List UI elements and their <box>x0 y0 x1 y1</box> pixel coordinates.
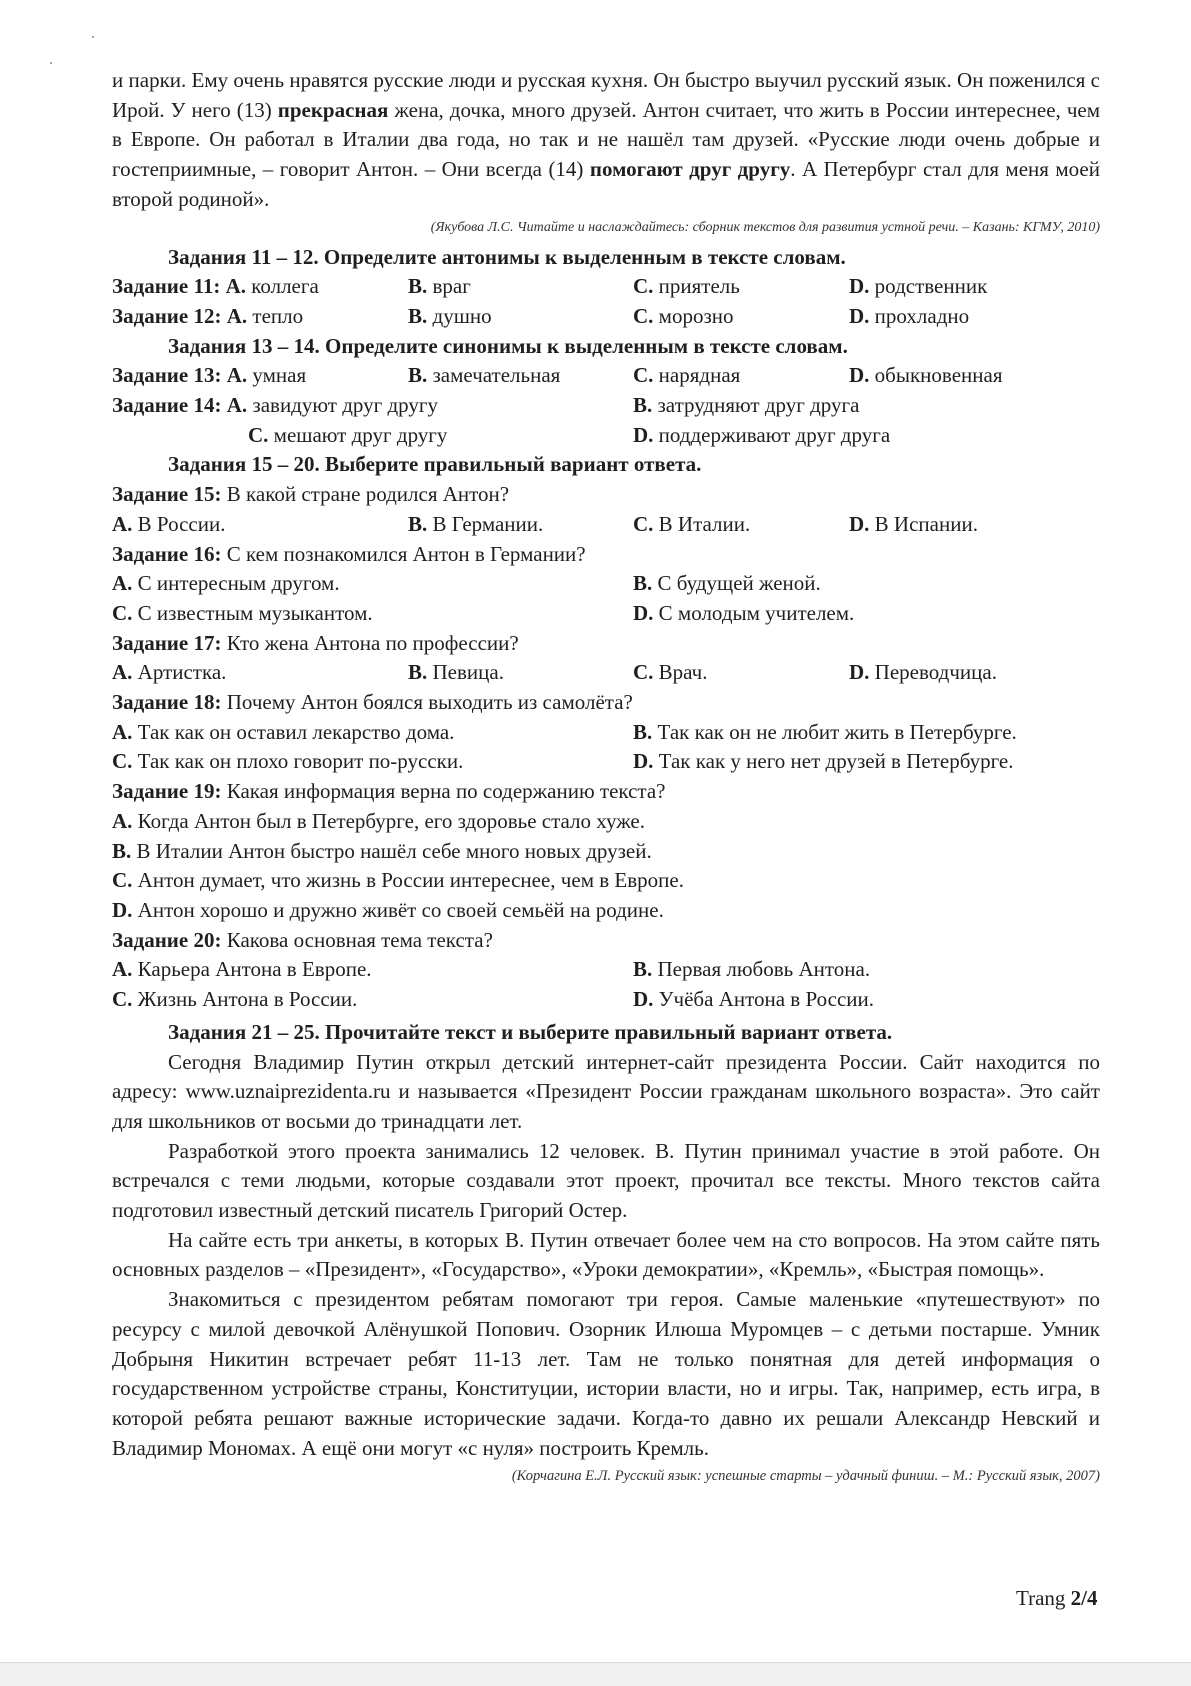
section-13-14-heading: Задания 13 – 14. Определите синонимы к выделенным в тексте словам. <box>168 333 848 358</box>
question-17-options: A. Артистка. B. Певица. C. Врач. D. Переводчица. <box>112 660 997 685</box>
task-14-row-2: C. мешают друг другу D. поддерживают друг друга <box>248 422 891 447</box>
scan-bottom-edge <box>0 1662 1191 1686</box>
question-15-options: A. В России. B. В Германии. C. В Италии. D. В Испании. <box>112 511 978 536</box>
question-16-options-2: C. С известным музыкантом. D. С молодым учителем. <box>112 600 855 625</box>
task-12: Задание 12: A. тепло B. душно C. морозно D. прохладно <box>112 303 970 328</box>
question-20: Задание 20: Какова основная тема текста? <box>112 927 493 952</box>
section-21-25-heading: Задания 21 – 25. Прочитайте текст и выберите правильный вариант ответа. <box>168 1019 893 1044</box>
task-13: Задание 13: A. умная B. замечательная C. нарядная D. обыкновенная <box>112 363 1003 388</box>
passage-end: и парки. Ему очень нравятся русские люди и русская кухня. Он быстро выучил русский язык. Он поженился с Ирой. У него (13) прекрасная жена, дочка, много друзей. Антон считает, что жить в России интереснее, чем в Европе. Он работал в Италии два года, но так и не нашёл там друзей. «Русские люди очень добрые и гостеприимные, – говорит Антон. – Они всегда (14) помогают друг другу. А Петербург стал для меня моей второй родиной». <box>112 68 1100 211</box>
reading-source: (Корчагина Е.Л. Русский язык: успешные старты – удачный финиш. – М.: Русский язык, 2007) <box>511 1468 1100 1485</box>
scan-speck <box>92 36 94 38</box>
task-11: Задание 11: A. коллега B. враг C. приятель D. родственник <box>112 274 988 299</box>
reading-paragraph-3: На сайте есть три анкеты, в которых В. Путин отвечает более чем на сто вопросов. На этом сайте пять основных разделов – «Президент», «Государство», «Уроки демократии», «Кремль», «Быстрая помощь». <box>112 1227 1100 1282</box>
page-number: Trang 2/4 <box>1016 1586 1098 1610</box>
question-19-option-b: B. В Италии Антон быстро нашёл себе много новых друзей. <box>112 838 652 863</box>
page-content <box>112 66 1100 1491</box>
question-19-option-d: D. Антон хорошо и дружно живёт со своей семьёй на родине. <box>112 897 664 922</box>
question-19-option-a: A. Когда Антон был в Петербурге, его здоровье стало хуже. <box>112 808 646 833</box>
question-20-options-1: A. Карьера Антона в Европе. B. Первая любовь Антона. <box>112 957 871 982</box>
question-17: Задание 17: Кто жена Антона по профессии? <box>112 630 519 655</box>
question-19-option-c: C. Антон думает, что жизнь в России интереснее, чем в Европе. <box>112 868 684 893</box>
section-15-20-heading: Задания 15 – 20. Выберите правильный вариант ответа. <box>168 452 702 477</box>
passage-source: (Якубова Л.С. Читайте и наслаждайтесь: сборник текстов для развития устной речи. – Казань: КГМУ, 2010) <box>430 219 1100 235</box>
question-20-options-2: C. Жизнь Антона в России. D. Учёба Антона в России. <box>112 987 875 1012</box>
section-11-12-heading: Задания 11 – 12. Определите антонимы к выделенным в тексте словам. <box>168 244 846 269</box>
scan-speck <box>50 62 52 64</box>
question-18: Задание 18: Почему Антон боялся выходить из самолёта? <box>112 690 633 715</box>
reading-paragraph-2: Разработкой этого проекта занимались 12 человек. В. Путин принимал участие в этой работе. Он встречался с теми людьми, которые создавали этот проект, прочитал все тексты. Много текстов сайта подготовил известный детский писатель Григорий Остер. <box>112 1138 1100 1223</box>
reading-paragraph-1: Сегодня Владимир Путин открыл детский интернет-сайт президента России. Сайт находится по адресу: www.uznaiprezidenta.ru и называется «Президент России гражданам школьного возраста». Это сайт для школьников от восьми до тринадцати лет. <box>112 1049 1100 1133</box>
reading-paragraph-4: Знакомиться с президентом ребятам помогают три героя. Самые маленькие «путешествуют» по ресурсу с милой девочкой Алёнушкой Попович. Озорник Илюша Муромцев – с детьми постарше. Умник Добрыня Никитин встречает ребят 11-13 лет. Там не только понятная для детей информация о государственном устройстве страны, Конституции, истории власти, но и игры. Так, например, есть игра, в которой ребята решают важные исторические задачи. Когда-то давно их решали Александр Невский и Владимир Мономах. А ещё они могут «с нуля» построить Кремль. <box>112 1287 1100 1460</box>
task-14-row-1: Задание 14: A. завидуют друг другу B. затрудняют друг друга <box>112 393 860 418</box>
question-16-options-1: A. С интересным другом. B. С будущей женой. <box>112 571 821 596</box>
question-16: Задание 16: С кем познакомился Антон в Германии? <box>112 541 586 566</box>
question-18-options-1: A. Так как он оставил лекарство дома. B. Так как он не любит жить в Петербурге. <box>112 719 1017 744</box>
question-19: Задание 19: Какая информация верна по содержанию текста? <box>112 779 666 804</box>
question-15: Задание 15: В какой стране родился Антон? <box>112 482 510 507</box>
question-18-options-2: C. Так как он плохо говорит по-русски. D. Так как у него нет друзей в Петербурге. <box>112 749 1014 774</box>
